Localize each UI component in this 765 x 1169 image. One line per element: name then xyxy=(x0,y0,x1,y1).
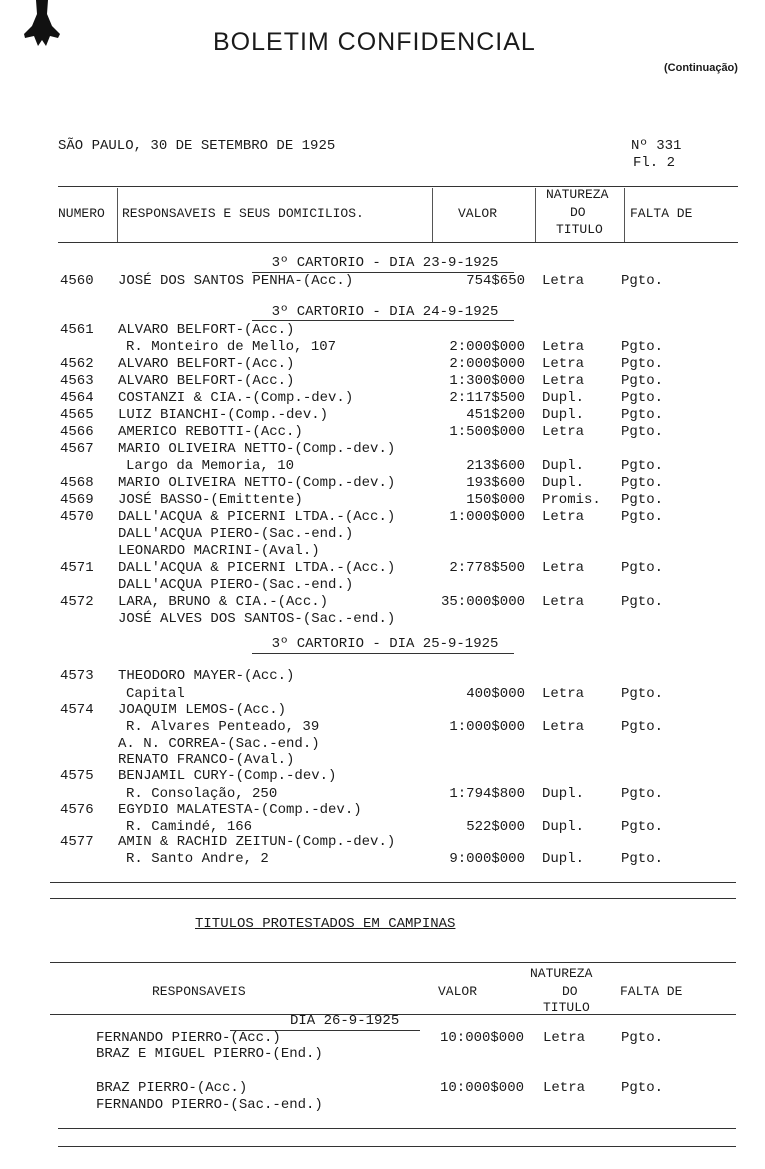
campinas-title: TITULOS PROTESTADOS EM CAMPINAS xyxy=(195,916,456,932)
row-falta: Pgto. xyxy=(621,475,664,491)
campinas-section-heading: DIA 26-9-1925 xyxy=(290,1013,400,1029)
row-number: 4564 xyxy=(60,390,94,406)
row-address: R. Alvares Penteado, 39 xyxy=(126,719,320,735)
row-address: R. Santo Andre, 2 xyxy=(126,851,269,867)
column-header-do: DO xyxy=(570,205,586,220)
row-nature: Letra xyxy=(542,686,585,702)
table-row xyxy=(0,834,765,852)
row-falta: Pgto. xyxy=(621,851,664,867)
row-number: 4560 xyxy=(60,273,94,289)
row-responsible: BENJAMIL CURY-(Comp.-dev.) xyxy=(118,768,337,784)
row-nature: Letra xyxy=(542,509,585,525)
table1-col-divider xyxy=(117,188,118,242)
row-falta: Pgto. xyxy=(621,560,664,576)
table-row xyxy=(0,475,765,493)
table-row xyxy=(0,373,765,391)
row-nature: Letra xyxy=(542,356,585,372)
table1-bottom-rule xyxy=(50,882,736,883)
row-nature: Letra xyxy=(543,1030,586,1046)
row-falta: Pgto. xyxy=(621,424,664,440)
table1-col-divider xyxy=(624,188,625,242)
table-row xyxy=(0,851,765,869)
row-responsible: A. N. CORREA-(Sac.-end.) xyxy=(118,736,320,752)
campinas-column-header-titulo: TITULO xyxy=(543,1000,590,1015)
row-number: 4569 xyxy=(60,492,94,508)
row-nature: Dupl. xyxy=(542,819,585,835)
row-number: 4570 xyxy=(60,509,94,525)
table-row xyxy=(0,458,765,476)
column-header-responsaveis: RESPONSAVEIS E SEUS DOMICILIOS. xyxy=(122,206,364,221)
row-value: 1:300$000 xyxy=(449,373,525,389)
row-number: 4567 xyxy=(60,441,94,457)
table1-header-bottom-rule xyxy=(58,242,738,243)
section-heading: 3º CARTORIO - DIA 23-9-1925 xyxy=(271,255,499,271)
row-address: R. Camindé, 166 xyxy=(126,819,253,835)
column-header-titulo: TITULO xyxy=(556,222,603,237)
row-number: 4566 xyxy=(60,424,94,440)
row-number: 4563 xyxy=(60,373,94,389)
table-row xyxy=(0,1080,765,1098)
table-row xyxy=(0,424,765,442)
row-value: 1:794$800 xyxy=(449,786,525,802)
row-responsible: THEODORO MAYER-(Acc.) xyxy=(118,668,295,684)
table-row xyxy=(0,577,765,595)
row-falta: Pgto. xyxy=(621,390,664,406)
table1-col-divider xyxy=(535,188,536,242)
campinas-column-header-natureza: NATUREZA xyxy=(530,966,593,981)
row-number: 4568 xyxy=(60,475,94,491)
row-responsible: LARA, BRUNO & CIA.-(Acc.) xyxy=(118,594,329,610)
row-responsible: DALL'ACQUA & PICERNI LTDA.-(Acc.) xyxy=(118,560,396,576)
table-row xyxy=(0,322,765,340)
table-row xyxy=(0,560,765,578)
row-responsible: MARIO OLIVEIRA NETTO-(Comp.-dev.) xyxy=(118,441,396,457)
campinas-column-header-falta: FALTA DE xyxy=(620,984,683,999)
row-responsible: ALVARO BELFORT-(Acc.) xyxy=(118,373,295,389)
table-row xyxy=(0,273,765,291)
row-nature: Dupl. xyxy=(542,475,585,491)
row-nature: Letra xyxy=(542,339,585,355)
section-heading: 3º CARTORIO - DIA 24-9-1925 xyxy=(271,304,499,320)
row-falta: Pgto. xyxy=(621,339,664,355)
table1-col-divider xyxy=(432,188,433,242)
row-number: 4562 xyxy=(60,356,94,372)
row-responsible: JOAQUIM LEMOS-(Acc.) xyxy=(118,702,287,718)
row-responsible: JOSÉ BASSO-(Emittente) xyxy=(118,492,303,508)
table-row xyxy=(0,802,765,820)
table-row xyxy=(0,509,765,527)
column-header-valor: VALOR xyxy=(458,206,498,221)
row-falta: Pgto. xyxy=(621,594,664,610)
row-responsible: LUIZ BIANCHI-(Comp.-dev.) xyxy=(118,407,329,423)
bulletin-number: Nº 331 xyxy=(631,138,682,154)
row-number: 4577 xyxy=(60,834,94,850)
row-value: 2:117$500 xyxy=(449,390,525,406)
row-value: 754$650 xyxy=(466,273,525,289)
row-number: 4561 xyxy=(60,322,94,338)
row-value: 10:000$000 xyxy=(439,1080,524,1096)
row-number: 4571 xyxy=(60,560,94,576)
row-value: 2:000$000 xyxy=(449,356,525,372)
row-falta: Pgto. xyxy=(621,1030,664,1046)
row-nature: Letra xyxy=(543,1080,586,1096)
column-header-number: NUMERO xyxy=(58,206,105,221)
row-value: 1:000$000 xyxy=(449,509,525,525)
row-responsible: EGYDIO MALATESTA-(Comp.-dev.) xyxy=(118,802,362,818)
row-responsible: FERNANDO PIERRO-(Sac.-end.) xyxy=(96,1097,323,1113)
row-number: 4574 xyxy=(60,702,94,718)
row-address: Largo da Memoria, 10 xyxy=(126,458,295,474)
row-responsible: BRAZ PIERRO-(Acc.) xyxy=(96,1080,248,1096)
row-number: 4565 xyxy=(60,407,94,423)
section-heading: 3º CARTORIO - DIA 25-9-1925 xyxy=(271,636,499,652)
row-value: 150$000 xyxy=(466,492,525,508)
table1-top-rule xyxy=(58,186,738,187)
row-responsible: JOSÉ DOS SANTOS PENHA-(Acc.) xyxy=(118,273,354,289)
row-responsible: DALL'ACQUA PIERO-(Sac.-end.) xyxy=(118,577,354,593)
row-nature: Dupl. xyxy=(542,458,585,474)
table-row xyxy=(0,339,765,357)
row-responsible: BRAZ E MIGUEL PIERRO-(End.) xyxy=(96,1046,323,1062)
table2-bottom-rule xyxy=(58,1128,736,1129)
row-falta: Pgto. xyxy=(621,509,664,525)
row-falta: Pgto. xyxy=(621,819,664,835)
row-nature: Dupl. xyxy=(542,851,585,867)
row-falta: Pgto. xyxy=(621,686,664,702)
row-nature: Dupl. xyxy=(542,390,585,406)
table2-top-rule xyxy=(50,962,736,963)
row-number: 4573 xyxy=(60,668,94,684)
row-value: 9:000$000 xyxy=(449,851,525,867)
table-row xyxy=(0,719,765,737)
row-value: 522$000 xyxy=(466,819,525,835)
row-address: R. Consolação, 250 xyxy=(126,786,278,802)
row-falta: Pgto. xyxy=(621,1080,664,1096)
row-nature: Dupl. xyxy=(542,407,585,423)
table-row xyxy=(0,768,765,786)
row-number: 4576 xyxy=(60,802,94,818)
table-row xyxy=(0,441,765,459)
column-header-falta: FALTA DE xyxy=(630,206,693,221)
row-responsible: ALVARO BELFORT-(Acc.) xyxy=(118,356,295,372)
row-falta: Pgto. xyxy=(621,356,664,372)
table-row xyxy=(0,1046,765,1064)
table-row xyxy=(0,702,765,720)
row-number: 4572 xyxy=(60,594,94,610)
row-falta: Pgto. xyxy=(621,786,664,802)
row-responsible: JOSÉ ALVES DOS SANTOS-(Sac.-end.) xyxy=(118,611,396,627)
sheet-number: Fl. 2 xyxy=(633,155,676,171)
row-value: 35:000$000 xyxy=(440,594,525,610)
row-value: 10:000$000 xyxy=(439,1030,524,1046)
row-falta: Pgto. xyxy=(621,492,664,508)
row-nature: Letra xyxy=(542,424,585,440)
table-row xyxy=(0,356,765,374)
row-value: 451$200 xyxy=(466,407,525,423)
row-nature: Dupl. xyxy=(542,786,585,802)
row-responsible: COSTANZI & CIA.-(Comp.-dev.) xyxy=(118,390,354,406)
place-date: SÃO PAULO, 30 DE SETEMBRO DE 1925 xyxy=(58,138,336,154)
row-responsible: DALL'ACQUA PIERO-(Sac.-end.) xyxy=(118,526,354,542)
row-nature: Letra xyxy=(542,594,585,610)
row-falta: Pgto. xyxy=(621,719,664,735)
section-underline xyxy=(252,320,514,321)
row-falta: Pgto. xyxy=(621,458,664,474)
row-value: 193$600 xyxy=(466,475,525,491)
ink-stamp-mark xyxy=(22,0,62,48)
row-responsible: DALL'ACQUA & PICERNI LTDA.-(Acc.) xyxy=(118,509,396,525)
row-falta: Pgto. xyxy=(621,407,664,423)
row-value: 1:000$000 xyxy=(449,719,525,735)
row-address: R. Monteiro de Mello, 107 xyxy=(126,339,337,355)
campinas-column-header-valor: VALOR xyxy=(438,984,478,999)
table-row xyxy=(0,668,765,686)
section-underline xyxy=(252,653,514,654)
row-responsible: ALVARO BELFORT-(Acc.) xyxy=(118,322,295,338)
row-nature: Letra xyxy=(542,719,585,735)
table-row xyxy=(0,526,765,544)
row-falta: Pgto. xyxy=(621,273,664,289)
row-value: 2:778$500 xyxy=(449,560,525,576)
row-responsible: MARIO OLIVEIRA NETTO-(Comp.-dev.) xyxy=(118,475,396,491)
table-row xyxy=(0,407,765,425)
row-number: 4575 xyxy=(60,768,94,784)
row-responsible: FERNANDO PIERRO-(Acc.) xyxy=(96,1030,281,1046)
table-row xyxy=(0,1097,765,1115)
table-row xyxy=(0,594,765,612)
document-title: BOLETIM CONFIDENCIAL xyxy=(213,28,536,56)
continuation-label: (Continuação) xyxy=(664,62,738,74)
table1-bottom-rule-2 xyxy=(50,898,736,899)
row-value: 400$000 xyxy=(466,686,525,702)
table-row xyxy=(0,611,765,629)
row-address: Capital xyxy=(126,686,185,702)
column-header-natureza: NATUREZA xyxy=(546,187,609,202)
row-responsible: LEONARDO MACRINI-(Aval.) xyxy=(118,543,320,559)
row-value: 1:500$000 xyxy=(449,424,525,440)
row-responsible: AMERICO REBOTTI-(Acc.) xyxy=(118,424,303,440)
row-responsible: AMIN & RACHID ZEITUN-(Comp.-dev.) xyxy=(118,834,396,850)
row-nature: Promis. xyxy=(542,492,601,508)
row-value: 213$600 xyxy=(466,458,525,474)
table2-bottom-rule-2 xyxy=(58,1146,736,1147)
table-row xyxy=(0,543,765,561)
row-falta: Pgto. xyxy=(621,373,664,389)
table-row xyxy=(0,390,765,408)
row-nature: Letra xyxy=(542,373,585,389)
table-row xyxy=(0,492,765,510)
campinas-column-header-do: DO xyxy=(562,984,578,999)
row-responsible: RENATO FRANCO-(Aval.) xyxy=(118,752,295,768)
campinas-column-header-responsaveis: RESPONSAVEIS xyxy=(152,984,246,999)
row-nature: Letra xyxy=(542,560,585,576)
row-value: 2:000$000 xyxy=(449,339,525,355)
row-nature: Letra xyxy=(542,273,585,289)
